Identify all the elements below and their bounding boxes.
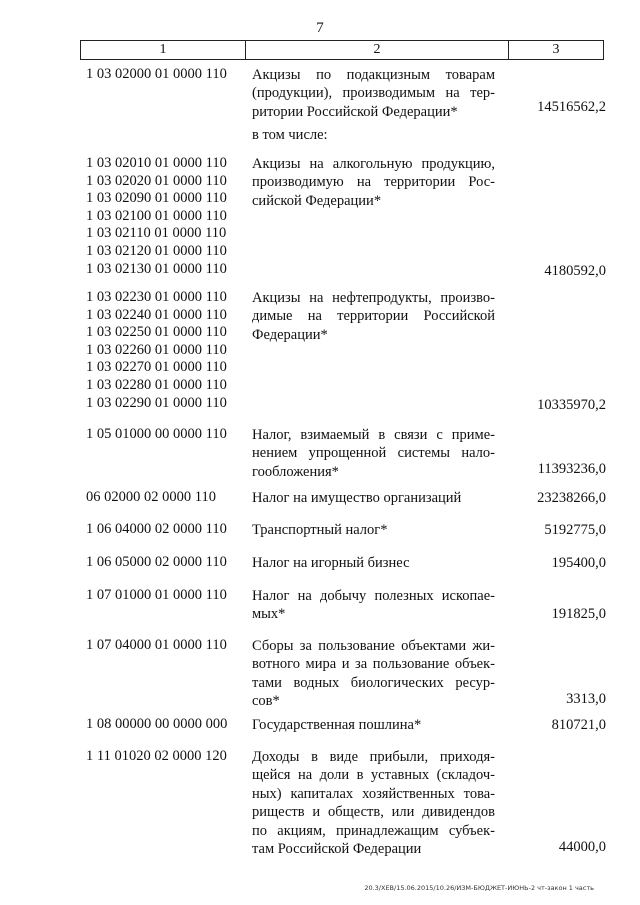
description-line: Сборы за пользование объектами жи- <box>252 638 495 654</box>
budget-code-line: 1 03 02280 01 0000 110 <box>86 376 227 393</box>
description-line: Государственная пошлина* <box>252 717 422 733</box>
amount: 195400,0 <box>551 555 606 571</box>
budget-code-line: 1 05 01000 00 0000 110 <box>86 426 227 442</box>
revenue-description <box>252 155 495 210</box>
budget-code <box>86 587 246 605</box>
description-line: гообложения* <box>252 463 339 480</box>
description-line: производимую на территории Рос- <box>252 174 495 191</box>
description-line: Налог, взимаемый в связи с приме- <box>252 427 495 443</box>
column-header-3: 3 <box>552 42 560 57</box>
description-line: ритории Российской Федерации* <box>252 103 458 120</box>
budget-code-line: 1 06 04000 02 0000 110 <box>86 521 227 537</box>
description-line: Акцизы по подакцизным товарам <box>252 67 495 83</box>
amount: 14516562,2 <box>537 99 606 115</box>
description-line: сийской Федерации* <box>252 192 382 209</box>
budget-code <box>86 521 246 539</box>
amount: 10335970,2 <box>537 397 606 413</box>
amount: 23238266,0 <box>537 490 606 506</box>
description-line: в том числе: <box>252 127 328 143</box>
budget-code-line: 1 03 02100 01 0000 110 <box>86 207 227 224</box>
column-header-2: 2 <box>246 41 509 59</box>
revenue-description <box>252 748 495 858</box>
budget-code-line: 1 03 02260 01 0000 110 <box>86 341 227 358</box>
description-line: по акциям, принадлежащим субъек- <box>252 822 495 839</box>
budget-code-line: 1 03 02090 01 0000 110 <box>86 190 227 207</box>
budget-code <box>86 748 246 766</box>
budget-code <box>86 66 246 84</box>
description-line: щейся на доли в уставных (складоч- <box>252 767 495 784</box>
description-line: риществ и обществ, или дивидендов <box>252 804 495 821</box>
revenue-description <box>252 587 495 624</box>
table-header <box>80 40 604 60</box>
budget-code <box>86 155 246 278</box>
description-line: нением упрощенной системы нало- <box>252 445 495 462</box>
amount: 810721,0 <box>551 717 606 733</box>
revenue-description <box>252 554 495 572</box>
page-number: 7 <box>316 20 324 36</box>
budget-code-line: 1 03 02250 01 0000 110 <box>86 324 227 341</box>
description-line: тами водных биологических ресур- <box>252 674 495 691</box>
budget-code <box>86 716 246 734</box>
revenue-description <box>252 637 495 711</box>
revenue-description <box>252 716 495 734</box>
budget-code <box>86 426 246 444</box>
footer-reference: 20.3/ХЕВ/15.06.2015/10.26/ИЗМ-БЮДЖЕТ-ИЮНЬ-2 чт-закон 1 часть <box>364 884 594 892</box>
description-line: Транспортный налог* <box>252 522 388 538</box>
amount: 3313,0 <box>566 691 606 707</box>
description-line: мых* <box>252 606 286 623</box>
budget-code-line: 1 03 02240 01 0000 110 <box>86 306 227 323</box>
budget-code-line: 1 03 02130 01 0000 110 <box>86 260 227 277</box>
budget-code <box>86 489 246 507</box>
budget-code <box>86 637 246 655</box>
revenue-description <box>252 66 495 121</box>
description-line: Акцизы на алкогольную продукцию, <box>252 156 495 172</box>
description-line: там Российской Федерации <box>252 841 422 858</box>
budget-code <box>86 289 246 412</box>
amount: 5192775,0 <box>544 522 606 538</box>
revenue-description <box>252 426 495 481</box>
budget-code <box>86 554 246 572</box>
amount: 4180592,0 <box>544 263 606 279</box>
description-line: ных) капиталах хозяйственных това- <box>252 785 495 802</box>
column-header-1: 1 <box>81 41 246 59</box>
amount: 44000,0 <box>558 839 606 855</box>
budget-code-line: 06 02000 02 0000 110 <box>86 489 216 505</box>
description-line: димые на территории Российской <box>252 308 495 325</box>
budget-code-line: 1 11 01020 02 0000 120 <box>86 748 227 764</box>
amount: 191825,0 <box>551 606 606 622</box>
revenue-description <box>252 521 495 539</box>
budget-code-line: 1 06 05000 02 0000 110 <box>86 554 227 570</box>
budget-code-line: 1 03 02120 01 0000 110 <box>86 242 227 259</box>
description-line: Федерации* <box>252 326 328 343</box>
description-line: Налог на игорный бизнес <box>252 555 410 571</box>
budget-code-line: 1 07 04000 01 0000 110 <box>86 637 227 653</box>
budget-code-line: 1 03 02270 01 0000 110 <box>86 359 227 376</box>
amount: 11393236,0 <box>537 461 606 477</box>
budget-code-line: 1 03 02000 01 0000 110 <box>86 66 227 82</box>
description-line: Акцизы на нефтепродукты, произво- <box>252 290 495 306</box>
budget-code-line: 1 03 02020 01 0000 110 <box>86 172 227 189</box>
revenue-description <box>252 126 495 144</box>
description-line: (продукции), производимым на тер- <box>252 85 495 102</box>
description-line: Налог на имущество организаций <box>252 490 462 506</box>
revenue-description <box>252 489 495 507</box>
budget-code-line: 1 03 02290 01 0000 110 <box>86 394 227 411</box>
budget-code-line: 1 03 02110 01 0000 110 <box>86 225 227 242</box>
revenue-description <box>252 289 495 344</box>
description-line: вотного мира и за пользование объек- <box>252 656 495 673</box>
description-line: Налог на добычу полезных ископае- <box>252 588 495 604</box>
budget-code-line: 1 03 02230 01 0000 110 <box>86 289 227 305</box>
budget-code-line: 1 03 02010 01 0000 110 <box>86 155 227 171</box>
budget-code-line: 1 07 01000 01 0000 110 <box>86 587 227 603</box>
description-line: сов* <box>252 693 280 710</box>
budget-code-line: 1 08 00000 00 0000 000 <box>86 716 228 732</box>
description-line: Доходы в виде прибыли, приходя- <box>252 749 495 765</box>
